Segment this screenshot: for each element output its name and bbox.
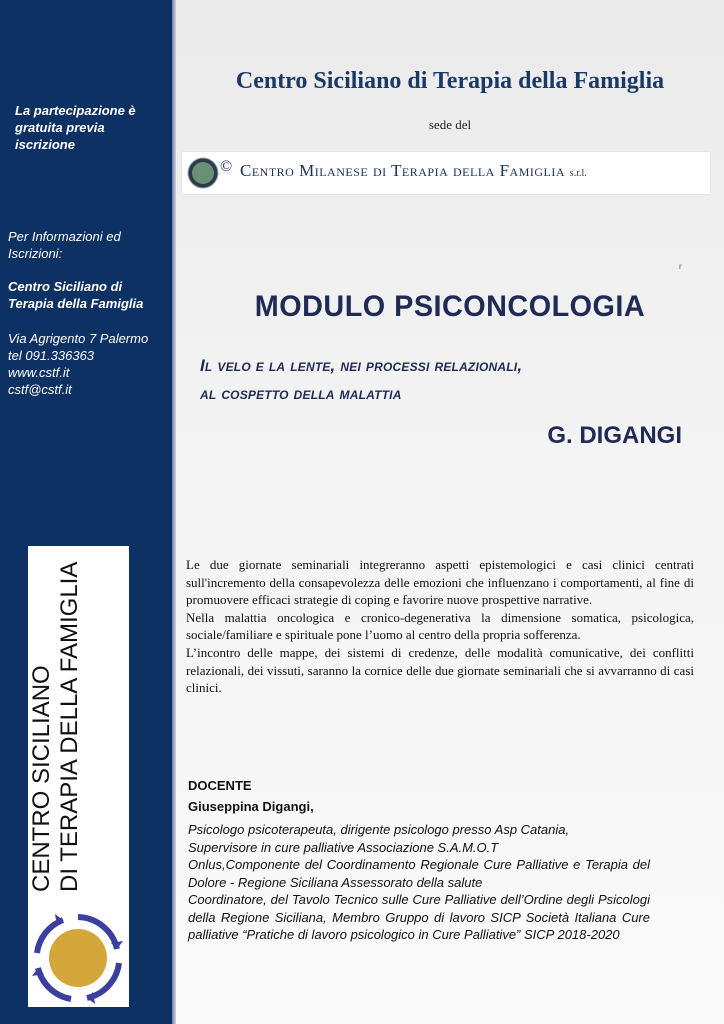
contact-block — [8, 330, 172, 398]
cstf-emblem-icon — [31, 911, 125, 1005]
cstf-logo-text — [28, 546, 128, 896]
cmtf-logo-icon — [186, 156, 220, 190]
subtitle-line-2: al cospetto della malattia — [200, 384, 402, 403]
description — [186, 556, 694, 697]
website-link[interactable]: www.cstf.it — [8, 365, 70, 380]
logo-line-1: CENTRO SICILIANO — [28, 665, 55, 892]
subtitle-line-1: Il velo e la lente, nei processi relazionali, — [200, 356, 523, 375]
info-organization: Centro Siciliano di Terapia della Famiglia — [8, 279, 144, 311]
phone-line: tel 091.336363 — [8, 348, 95, 363]
docente-bio — [188, 821, 650, 944]
module-subtitle — [200, 352, 700, 408]
sidebar — [0, 0, 172, 1024]
cmtf-name-text: Centro Milanese di Terapia della Famiglia — [240, 161, 566, 180]
cmtf-name — [240, 161, 587, 181]
description-paragraph: Le due giornate seminariali integreranno aspetti epistemologici e casi clinici centrati sull'incremento della consapevolezza delle emozioni che influenzano i comportamenti, al fine di promuovere efficaci strategie di coping e favorire nuove prospettive narrative. — [186, 557, 694, 608]
bio-line: Coordinatore, del Tavolo Tecnico sulle Cure Palliative dell’Ordine degli Psicologi della Regione Siciliana, Membro Gruppo di lavoro SICP Società Italiana Cure palliative “Pratiche di lavoro psicologico in Cure Palliative” SICP 2018-2020 — [188, 892, 650, 942]
bio-line: Onlus,Componente del Coordinamento Regionale Cure Palliative e Terapia del Dolore - Regione Siciliana Assessorato della salute — [188, 857, 650, 890]
logo-line-2: DI TERAPIA DELLA FAMIGLIA — [56, 561, 83, 892]
address-line: Via Agrigento 7 Palermo — [8, 331, 149, 346]
description-paragraph: Nella malattia oncologica e cronico-degenerativa la dimensione somatica, psicologica, sociale/familiare e spirituale pone l’uomo al centro della propria sofferenza. — [186, 609, 694, 643]
cmtf-banner — [182, 152, 710, 194]
docente-label: DOCENTE — [188, 778, 252, 793]
bio-line: Psicologo psicoterapeuta, dirigente psicologo presso Asp Catania, — [188, 822, 570, 837]
info-heading: Per Informazioni ed Iscrizioni: — [8, 229, 121, 261]
header-title: Centro Siciliano di Terapia della Famiglia — [235, 68, 665, 94]
cmtf-suffix: s.r.l. — [569, 168, 587, 179]
description-paragraph: L’incontro delle mappe, dei sistemi di credenze, delle modalità comunicative, dei conflitti relazionali, dei vissuti, saranno la cornice delle due giornate seminariali che si avvarranno di casi clinici. — [186, 644, 694, 696]
docente-name: Giuseppina Digangi, — [188, 799, 314, 814]
module-author: G. DIGANGI — [547, 422, 682, 449]
cstf-logo-panel — [28, 546, 129, 1007]
header-subtitle: sede del — [428, 117, 472, 132]
email-link[interactable]: cstf@cstf.it — [8, 382, 72, 397]
bio-line: Supervisore in cure palliative Associazione S.A.M.O.T — [188, 839, 499, 855]
module-title: MODULO PSICONCOLOGIA — [254, 290, 646, 323]
copyright-symbol: © — [220, 158, 233, 175]
corner-mark: r — [679, 262, 682, 271]
participation-note: La partecipazione è gratuita previa iscrizione — [15, 103, 136, 152]
